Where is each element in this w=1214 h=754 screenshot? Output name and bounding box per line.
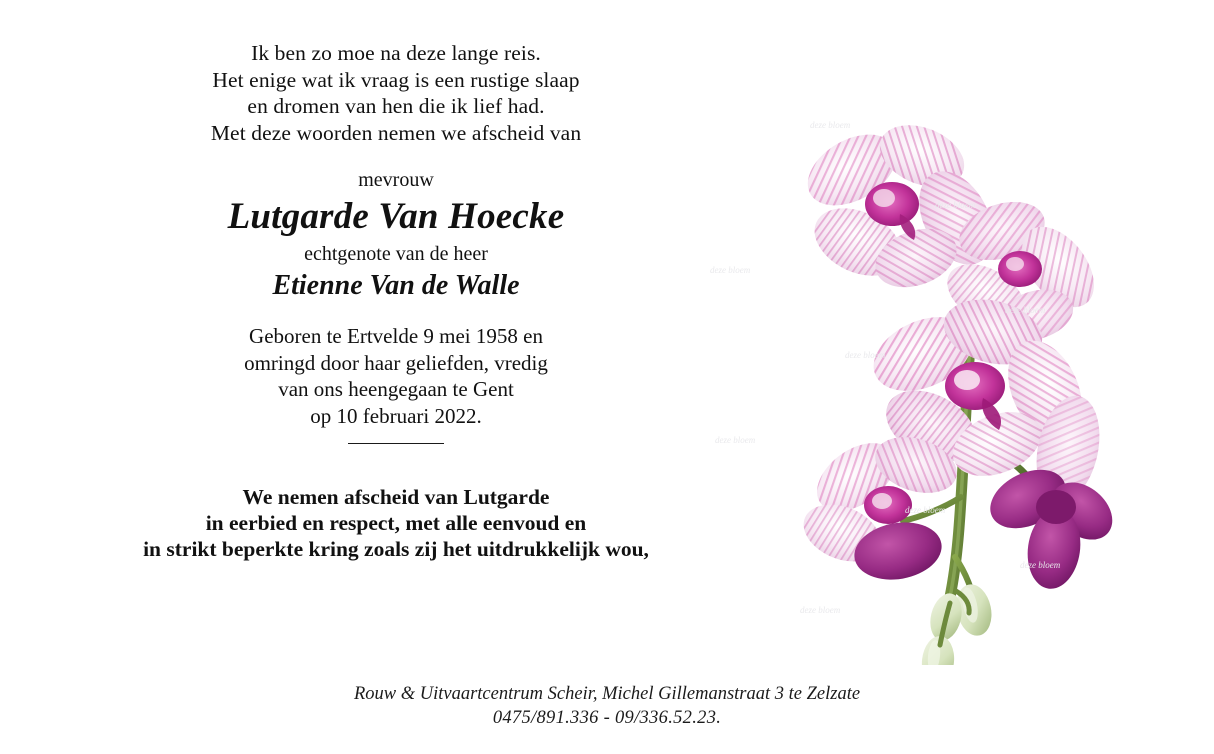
detail-line-1: Geboren te Ertvelde 9 mei 1958 en (249, 324, 543, 348)
watermark-text: deze bloem (715, 435, 756, 445)
spouse-name: Etienne Van de Walle (272, 270, 520, 301)
poem-line-1: Ik ben zo moe na deze lange reis. (251, 41, 541, 65)
spacer-after-poem (96, 146, 696, 168)
spacer-before-farewell (96, 444, 696, 484)
farewell-line-1: We nemen afscheid van Lutgarde (242, 485, 550, 509)
watermark-text: deze bloem (1005, 305, 1046, 315)
spacer-after-names (96, 305, 696, 323)
footer-line-1: Rouw & Uitvaartcentrum Scheir, Michel Gillemanstraat 3 te Zelzate (353, 684, 861, 704)
orchid-branch-photo (710, 105, 1160, 665)
memorial-text-column (96, 40, 696, 562)
watermark-text: deze bloem (800, 605, 841, 615)
poem-line-4: Met deze woorden nemen we afscheid van (210, 120, 582, 145)
watermark-text: deze bloem (935, 200, 976, 210)
poem-line-2: Het enige wat ik vraag is een rustige slaap (212, 67, 580, 92)
funeral-home-footer (0, 682, 1214, 730)
poem-block (96, 40, 696, 146)
detail-line-3: van ons heengegaan te Gent (278, 377, 514, 401)
orchid-buds (919, 581, 996, 665)
detail-line-2: omringd door haar geliefden, vredig (244, 350, 548, 375)
poem-line-3: en dromen van hen die ik lief had. (247, 94, 545, 118)
watermark-text: deze bloem (905, 505, 946, 515)
life-details-block (96, 323, 696, 429)
detail-line-4: op 10 februari 2022. (310, 403, 482, 428)
farewell-line-3: in strikt beperkte kring zoals zij het uitdrukkelijk wou, (143, 537, 649, 561)
farewell-line-2: in eerbied en respect, met alle eenvoud en (205, 511, 587, 535)
watermark-text: deze bloem (1020, 560, 1061, 570)
salutation: mevrouw (358, 169, 434, 191)
watermark-text: deze bloem (845, 350, 886, 360)
spouse-lead-text: echtgenote van de heer (304, 243, 488, 265)
watermark-text: deze bloem (810, 120, 851, 130)
watermark-text: deze bloem (710, 265, 751, 275)
deceased-name: Lutgarde Van Hoecke (227, 196, 565, 237)
farewell-block (96, 484, 696, 562)
footer-line-2: 0475/891.336 - 09/336.52.23. (492, 708, 722, 728)
